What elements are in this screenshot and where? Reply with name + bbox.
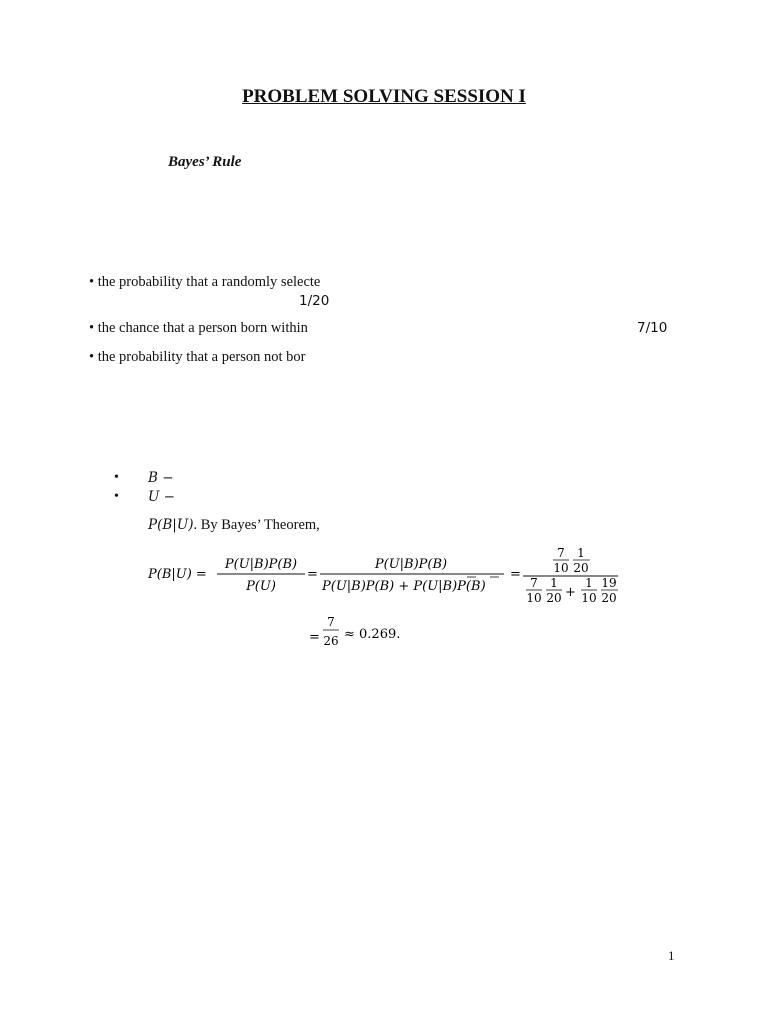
den-frac-d-bottom: 20 bbox=[601, 591, 617, 605]
num-frac-b-bottom: 20 bbox=[573, 561, 589, 575]
den-frac-a-top: 7 bbox=[530, 576, 538, 590]
bayes-equation bbox=[140, 530, 640, 655]
fraction1-denominator: P(U) bbox=[246, 579, 276, 594]
fraction2-den-part-c: ) bbox=[480, 579, 486, 594]
equals-sign-1: = bbox=[307, 567, 318, 582]
fact-line-3: • the probability that a person not bor bbox=[89, 349, 306, 365]
fact-value-2: 7/10 bbox=[637, 320, 668, 336]
result-approximation: ≈ 0.269. bbox=[344, 627, 401, 642]
den-frac-b-bottom: 20 bbox=[546, 591, 562, 605]
goal-expression: P(B|U) bbox=[148, 517, 194, 533]
section-subtitle: Bayes’ Rule bbox=[168, 154, 242, 170]
page-number: 1 bbox=[668, 948, 675, 963]
goal-text: . By Bayes’ Theorem, bbox=[193, 517, 320, 533]
fraction1-numerator: P(U|B)P(B) bbox=[224, 557, 298, 572]
fraction2-den-part-b: )P( bbox=[452, 579, 471, 594]
num-frac-a-top: 7 bbox=[557, 546, 565, 560]
den-frac-c-top: 1 bbox=[585, 576, 593, 590]
result-denominator: 26 bbox=[323, 634, 339, 648]
bbar-symbol-2: B bbox=[471, 579, 481, 594]
event-bullet-2: • bbox=[114, 489, 119, 504]
fraction2-den-part-a: P(U|B)P(B) + P(U| bbox=[322, 579, 443, 594]
result-numerator: 7 bbox=[327, 615, 335, 629]
den-frac-b-top: 1 bbox=[550, 576, 558, 590]
den-frac-c-bottom: 10 bbox=[581, 591, 597, 605]
equation-lhs: P(B|U) = bbox=[148, 567, 207, 582]
event-bullet-1: • bbox=[114, 470, 119, 485]
event-b-symbol: B − bbox=[148, 470, 174, 486]
fact-value-1: 1/20 bbox=[299, 293, 330, 309]
equals-sign-3: = bbox=[309, 630, 320, 645]
event-u-symbol: U − bbox=[148, 489, 175, 505]
num-frac-b-top: 1 bbox=[577, 546, 585, 560]
fact-line-2: • the chance that a person born within bbox=[89, 320, 308, 336]
plus-sign: + bbox=[565, 585, 576, 600]
fact-line-1: • the probability that a randomly selecte bbox=[89, 274, 321, 290]
equals-sign-2: = bbox=[510, 567, 521, 582]
page-title: PROBLEM SOLVING SESSION I bbox=[242, 86, 526, 107]
fraction2-numerator: P(U|B)P(B) bbox=[374, 557, 448, 572]
den-frac-d-top: 19 bbox=[601, 576, 617, 590]
num-frac-a-bottom: 10 bbox=[553, 561, 569, 575]
den-frac-a-bottom: 10 bbox=[526, 591, 542, 605]
fraction2-denominator bbox=[321, 579, 486, 594]
bbar-symbol-1: B bbox=[442, 579, 453, 594]
